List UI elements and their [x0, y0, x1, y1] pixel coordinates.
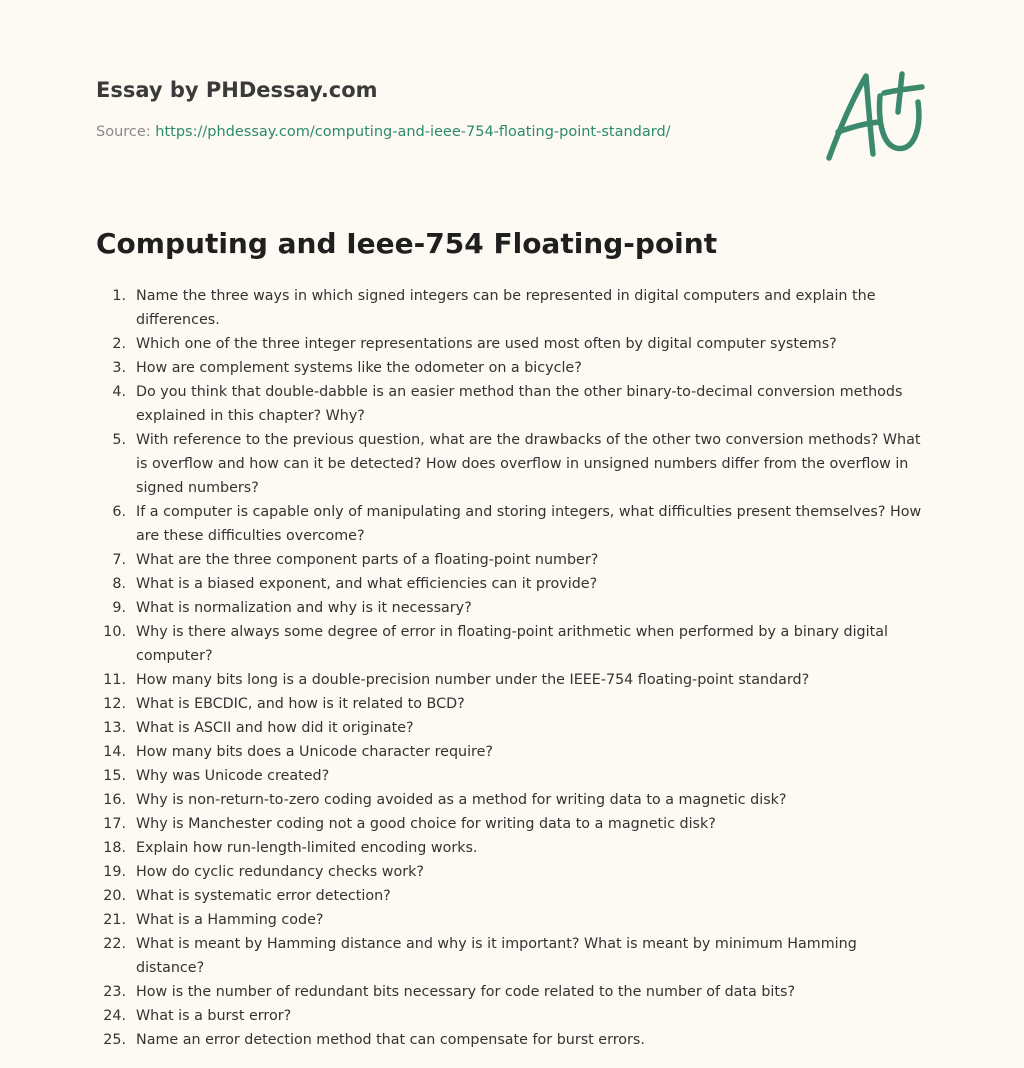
question-text: Why is there always some degree of error in floating-point arithmetic when performed by a binary digital computer? [136, 624, 888, 664]
question-number: 20. [103, 888, 126, 904]
question-number: 13. [103, 720, 126, 736]
question-text: If a computer is capable only of manipulating and storing integers, what difficulties present themselves? How are these difficulties overcome? [136, 504, 922, 544]
question-item [96, 548, 928, 572]
question-number: 17. [103, 816, 126, 832]
question-text: What is ASCII and how did it originate? [136, 720, 414, 736]
question-list [96, 284, 928, 1052]
question-text: How many bits does a Unicode character require? [136, 744, 493, 760]
question-number: 25. [103, 1032, 126, 1048]
question-number: 1. [112, 288, 126, 304]
question-text: Which one of the three integer representations are used most often by digital computer systems? [136, 336, 837, 352]
question-item [96, 284, 928, 332]
a-plus-logo-icon [818, 66, 930, 166]
question-item [96, 332, 928, 356]
question-text: What is meant by Hamming distance and why is it important? What is meant by minimum Hamming distance? [136, 936, 857, 976]
question-item [96, 716, 928, 740]
question-text: Explain how run-length-limited encoding works. [136, 840, 478, 856]
question-text: What are the three component parts of a floating-point number? [136, 552, 599, 568]
question-number: 16. [103, 792, 126, 808]
question-item [96, 932, 928, 980]
question-text: Do you think that double-dabble is an easier method than the other binary-to-decimal conversion methods explained in this chapter? Why? [136, 384, 903, 424]
question-number: 23. [103, 984, 126, 1000]
brand-title: Essay by PHDessay.com [96, 78, 378, 102]
question-item [96, 596, 928, 620]
question-number: 8. [112, 576, 126, 592]
question-text: What is systematic error detection? [136, 888, 391, 904]
question-text: What is a burst error? [136, 1008, 292, 1024]
question-number: 4. [112, 384, 126, 400]
question-item [96, 692, 928, 716]
question-item [96, 812, 928, 836]
question-text: What is EBCDIC, and how is it related to BCD? [136, 696, 465, 712]
question-item [96, 980, 928, 1004]
question-number: 11. [103, 672, 126, 688]
question-text: Name an error detection method that can compensate for burst errors. [136, 1032, 645, 1048]
page-header [96, 76, 796, 142]
question-item [96, 572, 928, 596]
question-number: 10. [103, 624, 126, 640]
source-link[interactable]: https://phdessay.com/computing-and-ieee-754-floating-point-standard/ [155, 124, 671, 140]
question-item [96, 500, 928, 548]
question-item [96, 908, 928, 932]
question-number: 7. [112, 552, 126, 568]
question-item [96, 764, 928, 788]
question-item [96, 740, 928, 764]
question-number: 2. [112, 336, 126, 352]
question-text: Why is Manchester coding not a good choice for writing data to a magnetic disk? [136, 816, 716, 832]
question-number: 6. [112, 504, 126, 520]
question-number: 15. [103, 768, 126, 784]
question-number: 24. [103, 1008, 126, 1024]
question-item [96, 428, 928, 500]
question-number: 18. [103, 840, 126, 856]
question-text: How many bits long is a double-precision number under the IEEE-754 floating-point standard? [136, 672, 810, 688]
question-item [96, 356, 928, 380]
question-number: 22. [103, 936, 126, 952]
question-text: How do cyclic redundancy checks work? [136, 864, 424, 880]
question-number: 9. [112, 600, 126, 616]
question-item [96, 668, 928, 692]
question-text: What is a Hamming code? [136, 912, 324, 928]
question-text: How is the number of redundant bits necessary for code related to the number of data bits? [136, 984, 796, 1000]
question-number: 3. [112, 360, 126, 376]
question-number: 14. [103, 744, 126, 760]
question-text: Why is non-return-to-zero coding avoided as a method for writing data to a magnetic disk? [136, 792, 787, 808]
question-number: 5. [112, 432, 126, 448]
question-item [96, 1028, 928, 1052]
question-item [96, 884, 928, 908]
question-item [96, 1004, 928, 1028]
question-item [96, 860, 928, 884]
question-text: What is normalization and why is it necessary? [136, 600, 472, 616]
question-text: With reference to the previous question, what are the drawbacks of the other two conversion methods? What is overflow and how can it be detected? How does overflow in unsigned numbers differ from the overflow in signed numbers? [136, 432, 921, 496]
source-line [96, 122, 796, 142]
question-item [96, 380, 928, 428]
question-text: How are complement systems like the odometer on a bicycle? [136, 360, 582, 376]
page-title: Computing and Ieee-754 Floating-point [96, 227, 718, 260]
question-item [96, 788, 928, 812]
question-item [96, 836, 928, 860]
source-label: Source: [96, 124, 151, 140]
question-number: 12. [103, 696, 126, 712]
question-number: 19. [103, 864, 126, 880]
question-item [96, 620, 928, 668]
question-text: Why was Unicode created? [136, 768, 330, 784]
question-number: 21. [103, 912, 126, 928]
question-text: Name the three ways in which signed integers can be represented in digital computers and explain the differences. [136, 288, 876, 328]
question-text: What is a biased exponent, and what efficiencies can it provide? [136, 576, 598, 592]
